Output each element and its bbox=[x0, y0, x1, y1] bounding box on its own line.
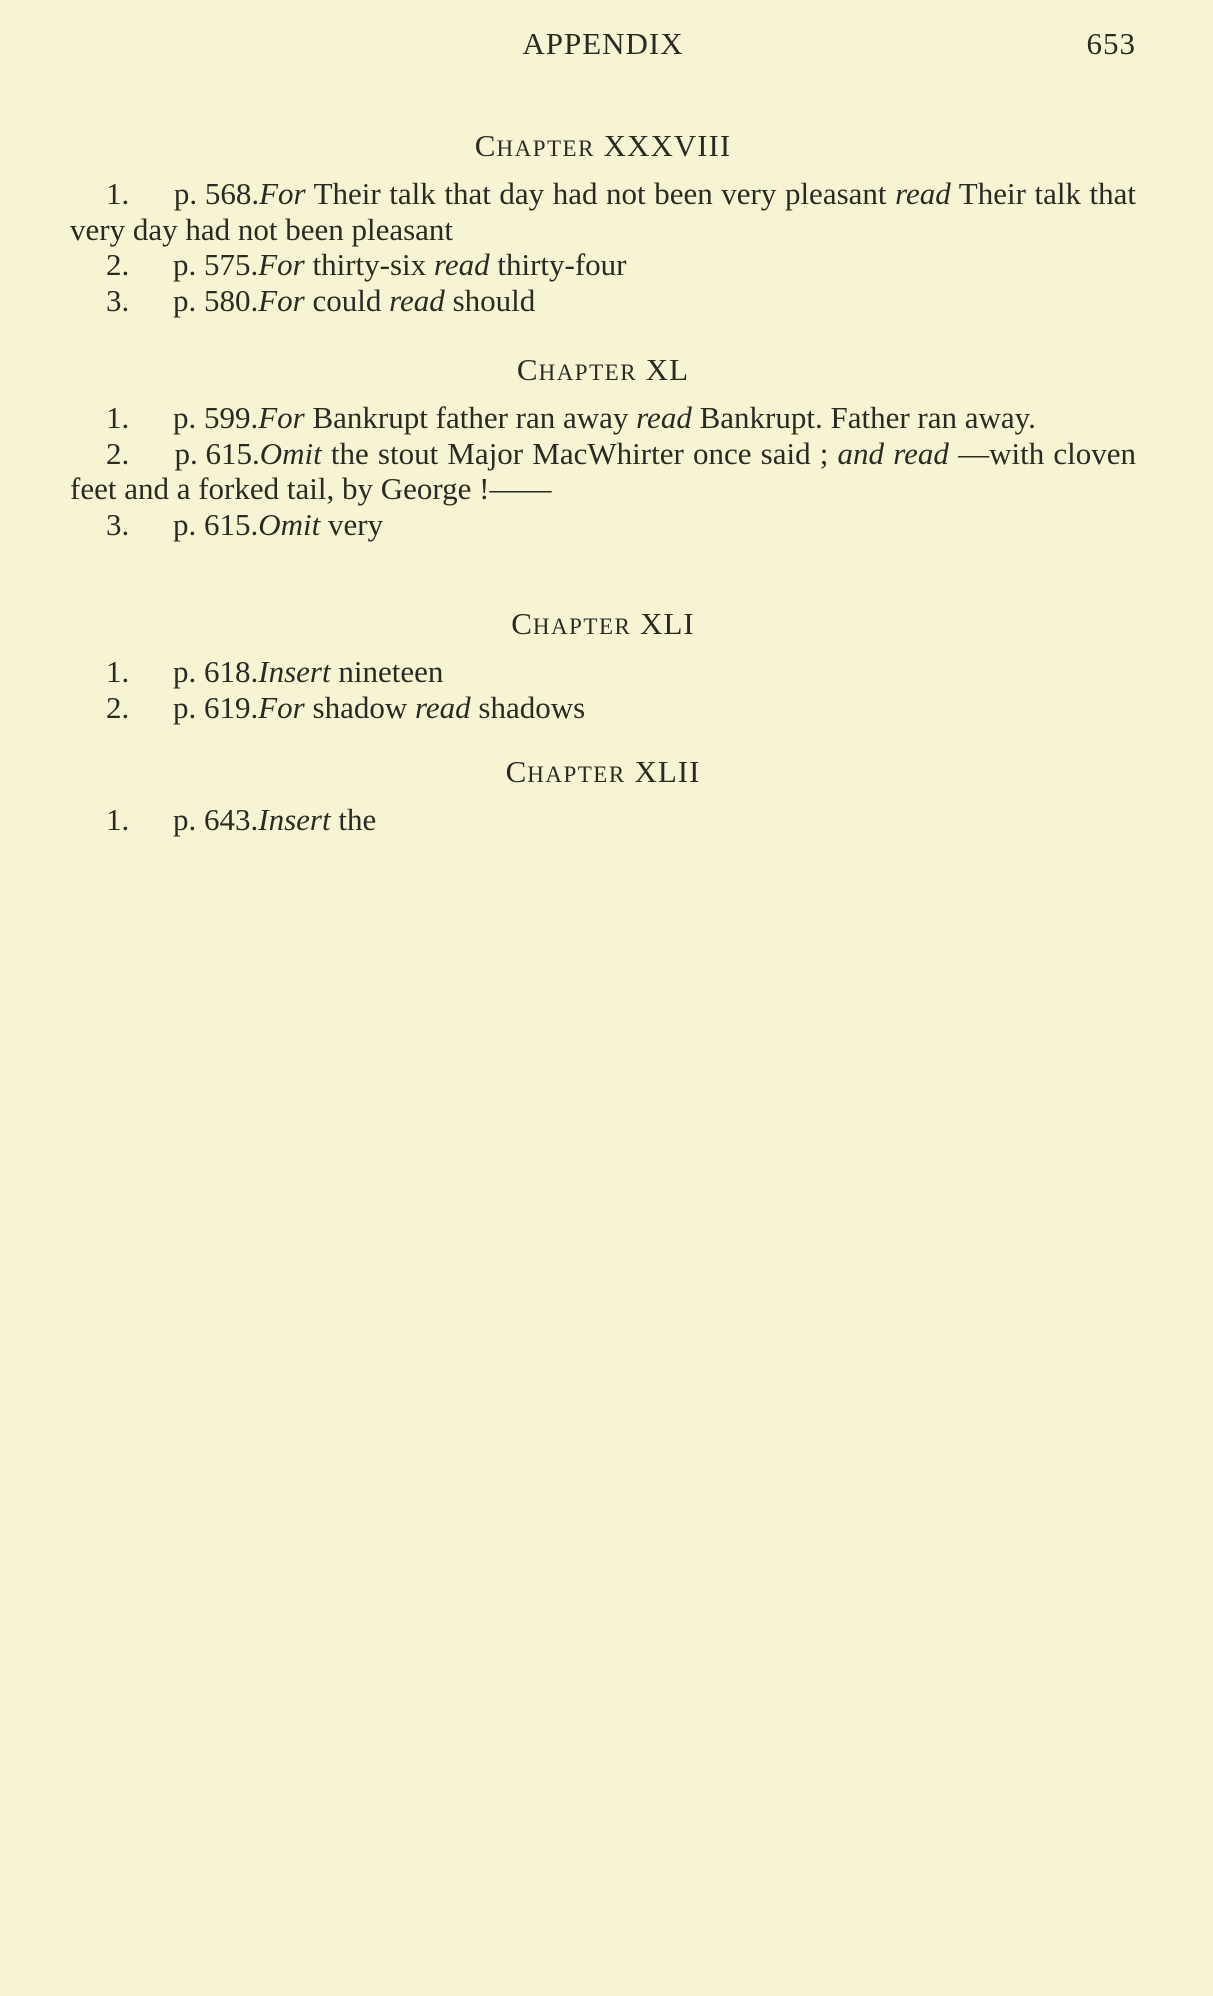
entry-text: thirty-six bbox=[304, 247, 434, 282]
entry-number: 1. bbox=[106, 802, 130, 837]
entry-number: 1. bbox=[106, 654, 130, 689]
erratum-list bbox=[70, 802, 1136, 838]
entry-number: 2. bbox=[106, 689, 130, 725]
entry-page-ref: p. 568. bbox=[173, 176, 260, 211]
entry-page-ref: p. 580. bbox=[173, 282, 259, 318]
entry-text: shadow bbox=[304, 689, 415, 725]
entry-text: Bankrupt father ran away bbox=[304, 400, 637, 435]
entry-number: 1. bbox=[106, 400, 130, 435]
entry-text: should bbox=[444, 282, 536, 318]
erratum-entry bbox=[70, 400, 1136, 436]
chapter-heading-numeral: XXXVIII bbox=[603, 128, 732, 163]
chapter-heading bbox=[70, 604, 1136, 644]
page-number: 653 bbox=[1086, 26, 1136, 61]
entry-number: 2. bbox=[106, 435, 130, 471]
editorial-instruction: Omit bbox=[258, 506, 321, 542]
editorial-instruction: Insert bbox=[258, 654, 331, 689]
chapter-heading-numeral: XLII bbox=[634, 754, 701, 789]
chapter-heading-word: HAPTER bbox=[496, 136, 595, 161]
editorial-instruction: read bbox=[636, 400, 692, 435]
entry-number: 3. bbox=[106, 282, 130, 318]
entry-page-ref: p. 618. bbox=[173, 654, 259, 689]
entry-number: 3. bbox=[106, 506, 130, 542]
entry-text: could bbox=[304, 282, 390, 318]
editorial-instruction: Omit bbox=[259, 435, 322, 471]
erratum-list bbox=[70, 654, 1136, 725]
running-title: APPENDIX bbox=[522, 26, 684, 61]
editorial-instruction: Insert bbox=[258, 802, 331, 837]
entry-text: thirty-four bbox=[489, 247, 627, 282]
chapter-section bbox=[70, 126, 1136, 318]
editorial-instruction: For bbox=[258, 247, 305, 282]
chapter-heading-initial: C bbox=[505, 754, 528, 789]
chapter-heading bbox=[70, 752, 1136, 792]
chapter-heading-word: HAPTER bbox=[532, 614, 632, 639]
entry-page-ref: p. 643. bbox=[173, 802, 259, 837]
erratum-entry bbox=[70, 436, 1136, 507]
chapter-heading-word: HAPTER bbox=[527, 762, 626, 787]
chapter-heading-numeral: XLI bbox=[640, 606, 695, 641]
erratum-entry bbox=[70, 654, 1136, 690]
erratum-entry bbox=[70, 507, 1136, 543]
chapter-heading-initial: C bbox=[474, 128, 497, 163]
erratum-entry bbox=[70, 283, 1136, 319]
erratum-entry bbox=[70, 690, 1136, 726]
entry-text: shadows bbox=[470, 689, 586, 725]
chapter-section bbox=[70, 350, 1136, 542]
entry-page-ref: p. 599. bbox=[173, 400, 259, 435]
erratum-list bbox=[70, 400, 1136, 542]
entry-text: very bbox=[320, 506, 384, 542]
editorial-instruction: For bbox=[258, 282, 305, 318]
editorial-instruction: read bbox=[389, 282, 445, 318]
entry-text: the stout Major MacWhirter once said ; bbox=[321, 435, 838, 471]
entry-text: —with cloven feet and a forked tail, by George !—— bbox=[70, 435, 1136, 506]
entry-page-ref: p. 615. bbox=[174, 435, 260, 471]
entry-number: 1. bbox=[106, 176, 130, 211]
entry-page-ref: p. 615. bbox=[173, 506, 259, 542]
editorial-instruction: For bbox=[258, 689, 305, 725]
chapter-heading-word: HAPTER bbox=[538, 360, 638, 385]
chapter-heading-numeral: XL bbox=[645, 352, 690, 387]
erratum-list bbox=[70, 176, 1136, 318]
chapter-heading bbox=[70, 350, 1136, 390]
chapter-section bbox=[70, 604, 1136, 725]
chapter-heading-initial: C bbox=[516, 352, 539, 387]
editorial-instruction: For bbox=[258, 400, 305, 435]
erratum-entry bbox=[70, 176, 1136, 247]
entry-number: 2. bbox=[106, 247, 130, 282]
editorial-instruction: and read bbox=[837, 435, 949, 471]
editorial-instruction: For bbox=[259, 176, 306, 211]
entry-text: nineteen bbox=[330, 654, 444, 689]
entry-text: Their talk that day had not been very pleasant bbox=[305, 176, 896, 211]
erratum-entry bbox=[70, 247, 1136, 283]
editorial-instruction: read bbox=[895, 176, 951, 211]
editorial-instruction: read bbox=[414, 689, 471, 725]
chapter-heading bbox=[70, 126, 1136, 166]
chapter-section bbox=[70, 752, 1136, 838]
entry-text: the bbox=[330, 802, 377, 837]
entry-text: Their talk that very day had not been pleasant bbox=[70, 176, 1137, 247]
chapter-heading-initial: C bbox=[511, 606, 533, 641]
erratum-entry bbox=[70, 802, 1136, 838]
entry-page-ref: p. 575. bbox=[173, 247, 259, 282]
running-head bbox=[70, 26, 1136, 66]
entry-text: Bankrupt. Father ran away. bbox=[691, 400, 1036, 435]
entry-page-ref: p. 619. bbox=[173, 689, 259, 725]
editorial-instruction: read bbox=[433, 247, 490, 282]
